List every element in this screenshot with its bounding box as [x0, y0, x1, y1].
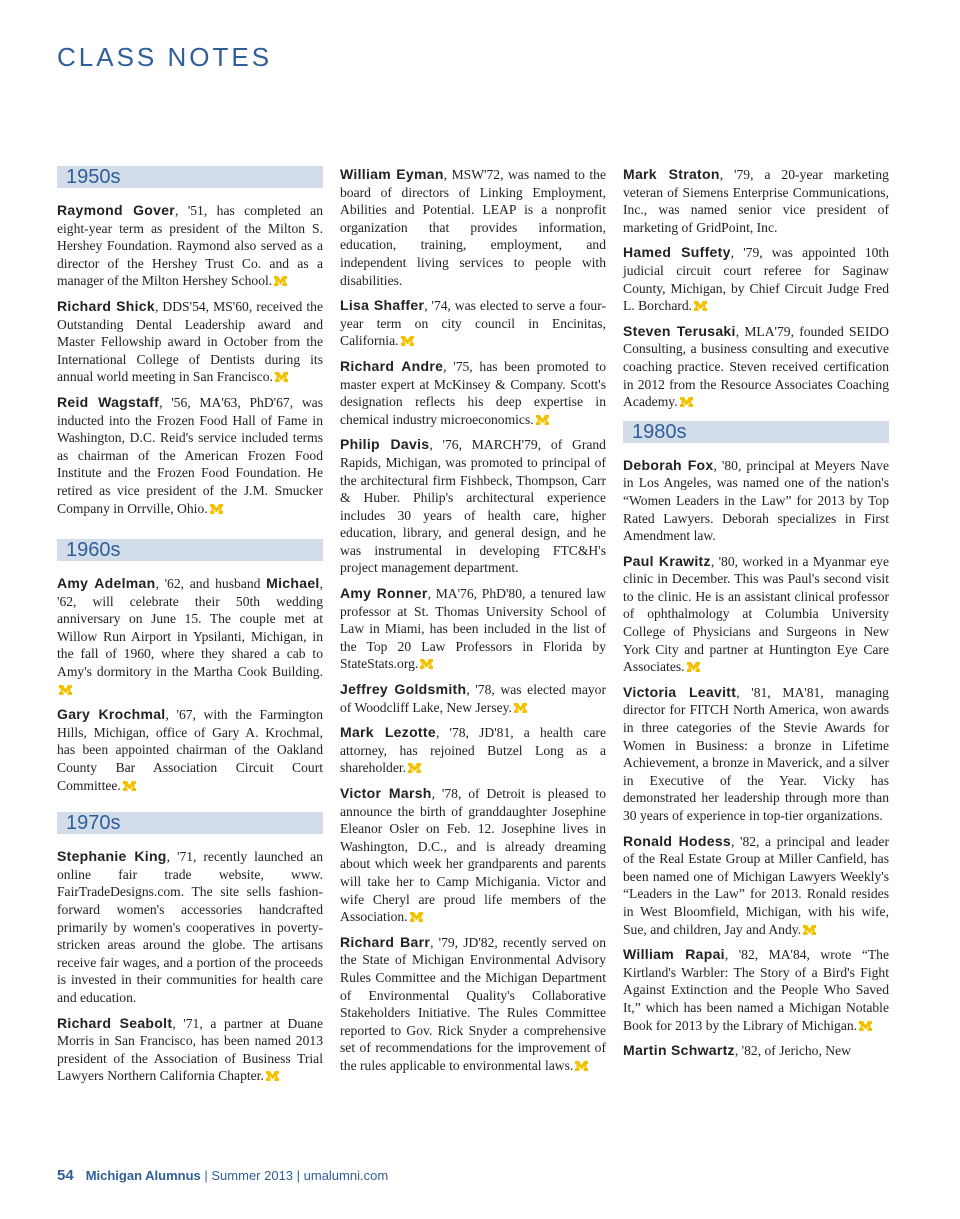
alumni-name: Gary Krochmal: [57, 706, 166, 723]
note-text: , '81, MA'81, managing director for FITCH North America, won awards in three categories of the Stevie Awards for Women in Business: a bronze in Lifetime Achievement, a bronze in Maverick, and a silver in Executive of the Year. Vicky has demonstrated her leadership through more than 30 years of experience in top-tier organizations.: [623, 684, 889, 823]
class-note: [57, 394, 323, 517]
block-m-icon: [680, 397, 693, 407]
note-text: , '76, MARCH'79, of Grand Rapids, Michigan, was promoted to principal of the architectural firm Fishbeck, Thompson, Carr & Huber. Philip's architectural experience includes 30 years of health care, higher education, library, and general design, and he was instrumental in developing FTC&H's project management department.: [340, 437, 606, 576]
note-text: , '71, a partner at Duane Morris in San Francisco, has been named 2013 president of the Association of Business Trial Lawyers Northern California Chapter.: [57, 1015, 323, 1084]
note-text: , DDS'54, MS'60, received the Outstanding Dental Leadership award and Master Fellowship award in October from the International College of Dentists during its annual world meeting in San Francisco.: [57, 298, 324, 385]
alumni-name: William Eyman: [340, 166, 444, 182]
class-note: [623, 323, 889, 411]
class-note: [340, 681, 606, 716]
class-note: [623, 457, 889, 545]
class-note: [57, 1015, 323, 1085]
class-note: [623, 946, 889, 1034]
note-text: , '62, will celebrate their 50th wedding anniversary on June 15. The couple met at Willow Run Airport in Ypsilanti, Michigan, in the fall of 1960, where they shared a cab to Amy's dormitory in the Martha Cook Building.: [57, 576, 323, 680]
class-note: [340, 934, 606, 1075]
note-text: , '62, and husband: [155, 576, 267, 592]
alumni-name: Ronald Hodess: [623, 832, 731, 849]
alumni-name: Reid Wagstaff: [57, 393, 160, 410]
block-m-icon: [420, 659, 433, 669]
block-m-icon: [266, 1071, 279, 1081]
note-text: , '78, of Detroit is pleased to announce the birth of granddaughter Josephine Eleanor Osler on Feb. 12. Josephine lives in Washington, D.C., and is already dreaming about which week her grandparents and parents will take her to Camp Michigania. Victor and wife Cheryl are proud life members of the Association.: [340, 786, 606, 925]
page-title: CLASS NOTES: [57, 42, 273, 72]
class-note: [340, 585, 606, 673]
note-text: , '78, was elected mayor of Woodcliff Lake, New Jersey.: [340, 682, 606, 715]
block-m-icon: [123, 781, 136, 791]
alumni-name: Richard Seabolt: [57, 1014, 173, 1031]
class-note: [340, 724, 606, 777]
class-note: [623, 833, 889, 939]
alumni-name: Amy Adelman: [57, 575, 156, 592]
alumni-name: Martin Schwartz: [623, 1042, 735, 1059]
column-2: [340, 166, 606, 1083]
class-note: [623, 684, 889, 825]
alumni-name: Stephanie King: [57, 848, 167, 865]
note-text: , '71, recently launched an online fair trade website, www. FairTradeDesigns.com. The site sells fashion-forward women's accessories handcrafted primarily by women's cooperatives in poverty-stricken areas around the globe. The artisans receive fair wages, and a portion of the proceeds is invested in their communities for health care and education.: [57, 849, 323, 1005]
column-1: [57, 166, 323, 1093]
page-number: 54: [57, 1167, 74, 1184]
note-text: , '79, JD'82, recently served on the State of Michigan Environmental Advisory Rules Committee and the Michigan Department of Environmental Quality's Collaborative Stakeholders Initiative. The Rules Committee reported to Gov. Rick Snyder a comprehensive set of recommendations for the improvement of the rules applicable to environmental laws.: [340, 934, 606, 1073]
alumni-name: Philip Davis: [340, 436, 430, 453]
block-m-icon: [410, 912, 423, 922]
alumni-name: Mark Straton: [623, 166, 720, 182]
page-footer: [57, 1167, 388, 1184]
note-text: , '56, MA'63, PhD'67, was inducted into the Frozen Food Hall of Fame in Washington, D.C. Reid's service included terms as chairman of the American Frozen Food Institute and the Frozen Food Foundation. He retired as vice president of the J.M. Smucker Company in Orrville, Ohio.: [57, 394, 324, 516]
class-note: [57, 202, 323, 290]
decade-header-1970s: 1970s: [57, 812, 323, 834]
alumni-name: Amy Ronner: [340, 585, 428, 602]
note-text: , '67, with the Farmington Hills, Michigan, office of Gary A. Krochmal, has been appointed chairman of the Oakland County Bar Association Circuit Court Committee.: [57, 707, 323, 793]
block-m-icon: [687, 662, 700, 672]
note-text: , '80, worked in a Myanmar eye clinic in December. This was Paul's second visit to the clinic. He is an assistant clinical professor of ophthalmology at Columbia University College of Physicians and Surgeons in New York City and partner at Huntington Eye Care Associates.: [623, 553, 889, 675]
note-text: , '51, has completed an eight-year term as president of the Milton S. Hershey Foundation. Raymond also served as a director of the Hershey Trust Co. and as a manager of the Milton Hershey School.: [57, 203, 323, 289]
decade-header-1950s: 1950s: [57, 166, 323, 188]
alumni-name: Victor Marsh: [340, 785, 432, 801]
note-text: , '78, JD'81, a health care attorney, has rejoined Butzel Long as a shareholder.: [340, 725, 606, 776]
note-text: , MSW'72, was named to the board of directors of Linking Employment, Abilities and Potential. LEAP is a nonprofit organization that provides information, education, training, employment, and independent living services to people with disabilities.: [340, 167, 606, 288]
note-text: , '82, of Jericho, New: [734, 1043, 851, 1059]
alumni-name: Raymond Gover: [57, 202, 176, 218]
class-note: [57, 298, 323, 386]
note-text: , MLA'79, founded SEIDO Consulting, a business consulting and executive coaching practice. Steven received certification in 2012 from the Resource Associates Coaching Academy.: [623, 323, 889, 410]
note-text: , '75, has been promoted to master expert at McKinsey & Company. Scott's designation reflects his deep expertise in chemical industry microeconomics.: [340, 358, 606, 427]
block-m-icon: [274, 276, 287, 286]
class-note: [340, 297, 606, 350]
alumni-name: Richard Barr: [340, 933, 431, 950]
block-m-icon: [694, 301, 707, 311]
decade-header-1980s: 1980s: [623, 421, 889, 443]
block-m-icon: [803, 925, 816, 935]
note-text: , '74, was elected to serve a four-year term on city council in Encinitas, California.: [340, 298, 606, 349]
alumni-name: Richard Andre: [340, 357, 444, 374]
note-text: , '82, MA'84, wrote “The Kirtland's Warbler: The Story of a Bird's Fight Against Extinction and the People Who Saved It,” which has been named a Michigan Notable Book for 2013 by the Library of Michigan.: [623, 947, 889, 1033]
block-m-icon: [59, 685, 72, 695]
magazine-name: Michigan Alumnus: [85, 1168, 201, 1183]
block-m-icon: [514, 703, 527, 713]
class-note: [623, 553, 889, 676]
block-m-icon: [210, 504, 223, 514]
note-text: , MA'76, PhD'80, a tenured law professor at St. Thomas University School of Law in Miami, has been included in the list of the Top 20 Law Professors in Florida by StateStats.org.: [340, 586, 607, 672]
alumni-name: Deborah Fox: [623, 456, 714, 473]
column-3: [623, 166, 889, 1068]
alumni-name: Lisa Shaffer: [340, 297, 425, 314]
class-note: [623, 1042, 889, 1060]
class-note: [340, 166, 606, 289]
note-text: , '80, principal at Meyers Nave in Los Angeles, was named one of the nation's “Women Leaders in the Law” for 2013 by Top Rated Lawyers. Deborah specializes in First Amendment law.: [623, 457, 890, 544]
block-m-icon: [536, 415, 549, 425]
alumni-name: Hamed Suffety: [623, 244, 731, 261]
issue-info: | Summer 2013 | umalumni.com: [204, 1168, 389, 1183]
class-note: [57, 575, 323, 698]
block-m-icon: [275, 372, 288, 382]
alumni-name: William Rapai: [623, 946, 725, 963]
class-note: [340, 436, 606, 577]
block-m-icon: [575, 1061, 588, 1071]
class-note: [57, 706, 323, 794]
alumni-name: Paul Krawitz: [623, 552, 711, 569]
note-text: , '82, a principal and leader of the Real Estate Group at Miller Canfield, has been named one of Michigan Lawyers Weekly's “Leaders in the Law” for 2013. Ronald resides in West Bloomfield, Michigan, with his wife, Sue, and children, Jay and Andy.: [623, 833, 889, 937]
alumni-name: Michael: [266, 575, 320, 592]
note-text: , '79, a 20-year marketing veteran of Siemens Enterprise Communications, Inc., was named senior vice president of marketing of GridPoint, Inc.: [623, 167, 889, 235]
block-m-icon: [859, 1021, 872, 1031]
decade-header-1960s: 1960s: [57, 539, 323, 561]
alumni-name: Steven Terusaki: [623, 322, 736, 339]
alumni-name: Victoria Leavitt: [623, 683, 737, 700]
block-m-icon: [401, 336, 414, 346]
alumni-name: Jeffrey Goldsmith: [340, 681, 467, 698]
class-note: [57, 848, 323, 1006]
block-m-icon: [408, 763, 421, 773]
class-note: [623, 166, 889, 236]
class-note: [340, 785, 606, 926]
alumni-name: Mark Lezotte: [340, 724, 436, 741]
class-note: [340, 358, 606, 428]
alumni-name: Richard Shick: [57, 297, 155, 314]
class-note: [623, 244, 889, 314]
note-text: , '79, was appointed 10th judicial circuit court referee for Saginaw County, Michigan, by Chief Circuit Judge Fred L. Borchard.: [623, 245, 889, 314]
